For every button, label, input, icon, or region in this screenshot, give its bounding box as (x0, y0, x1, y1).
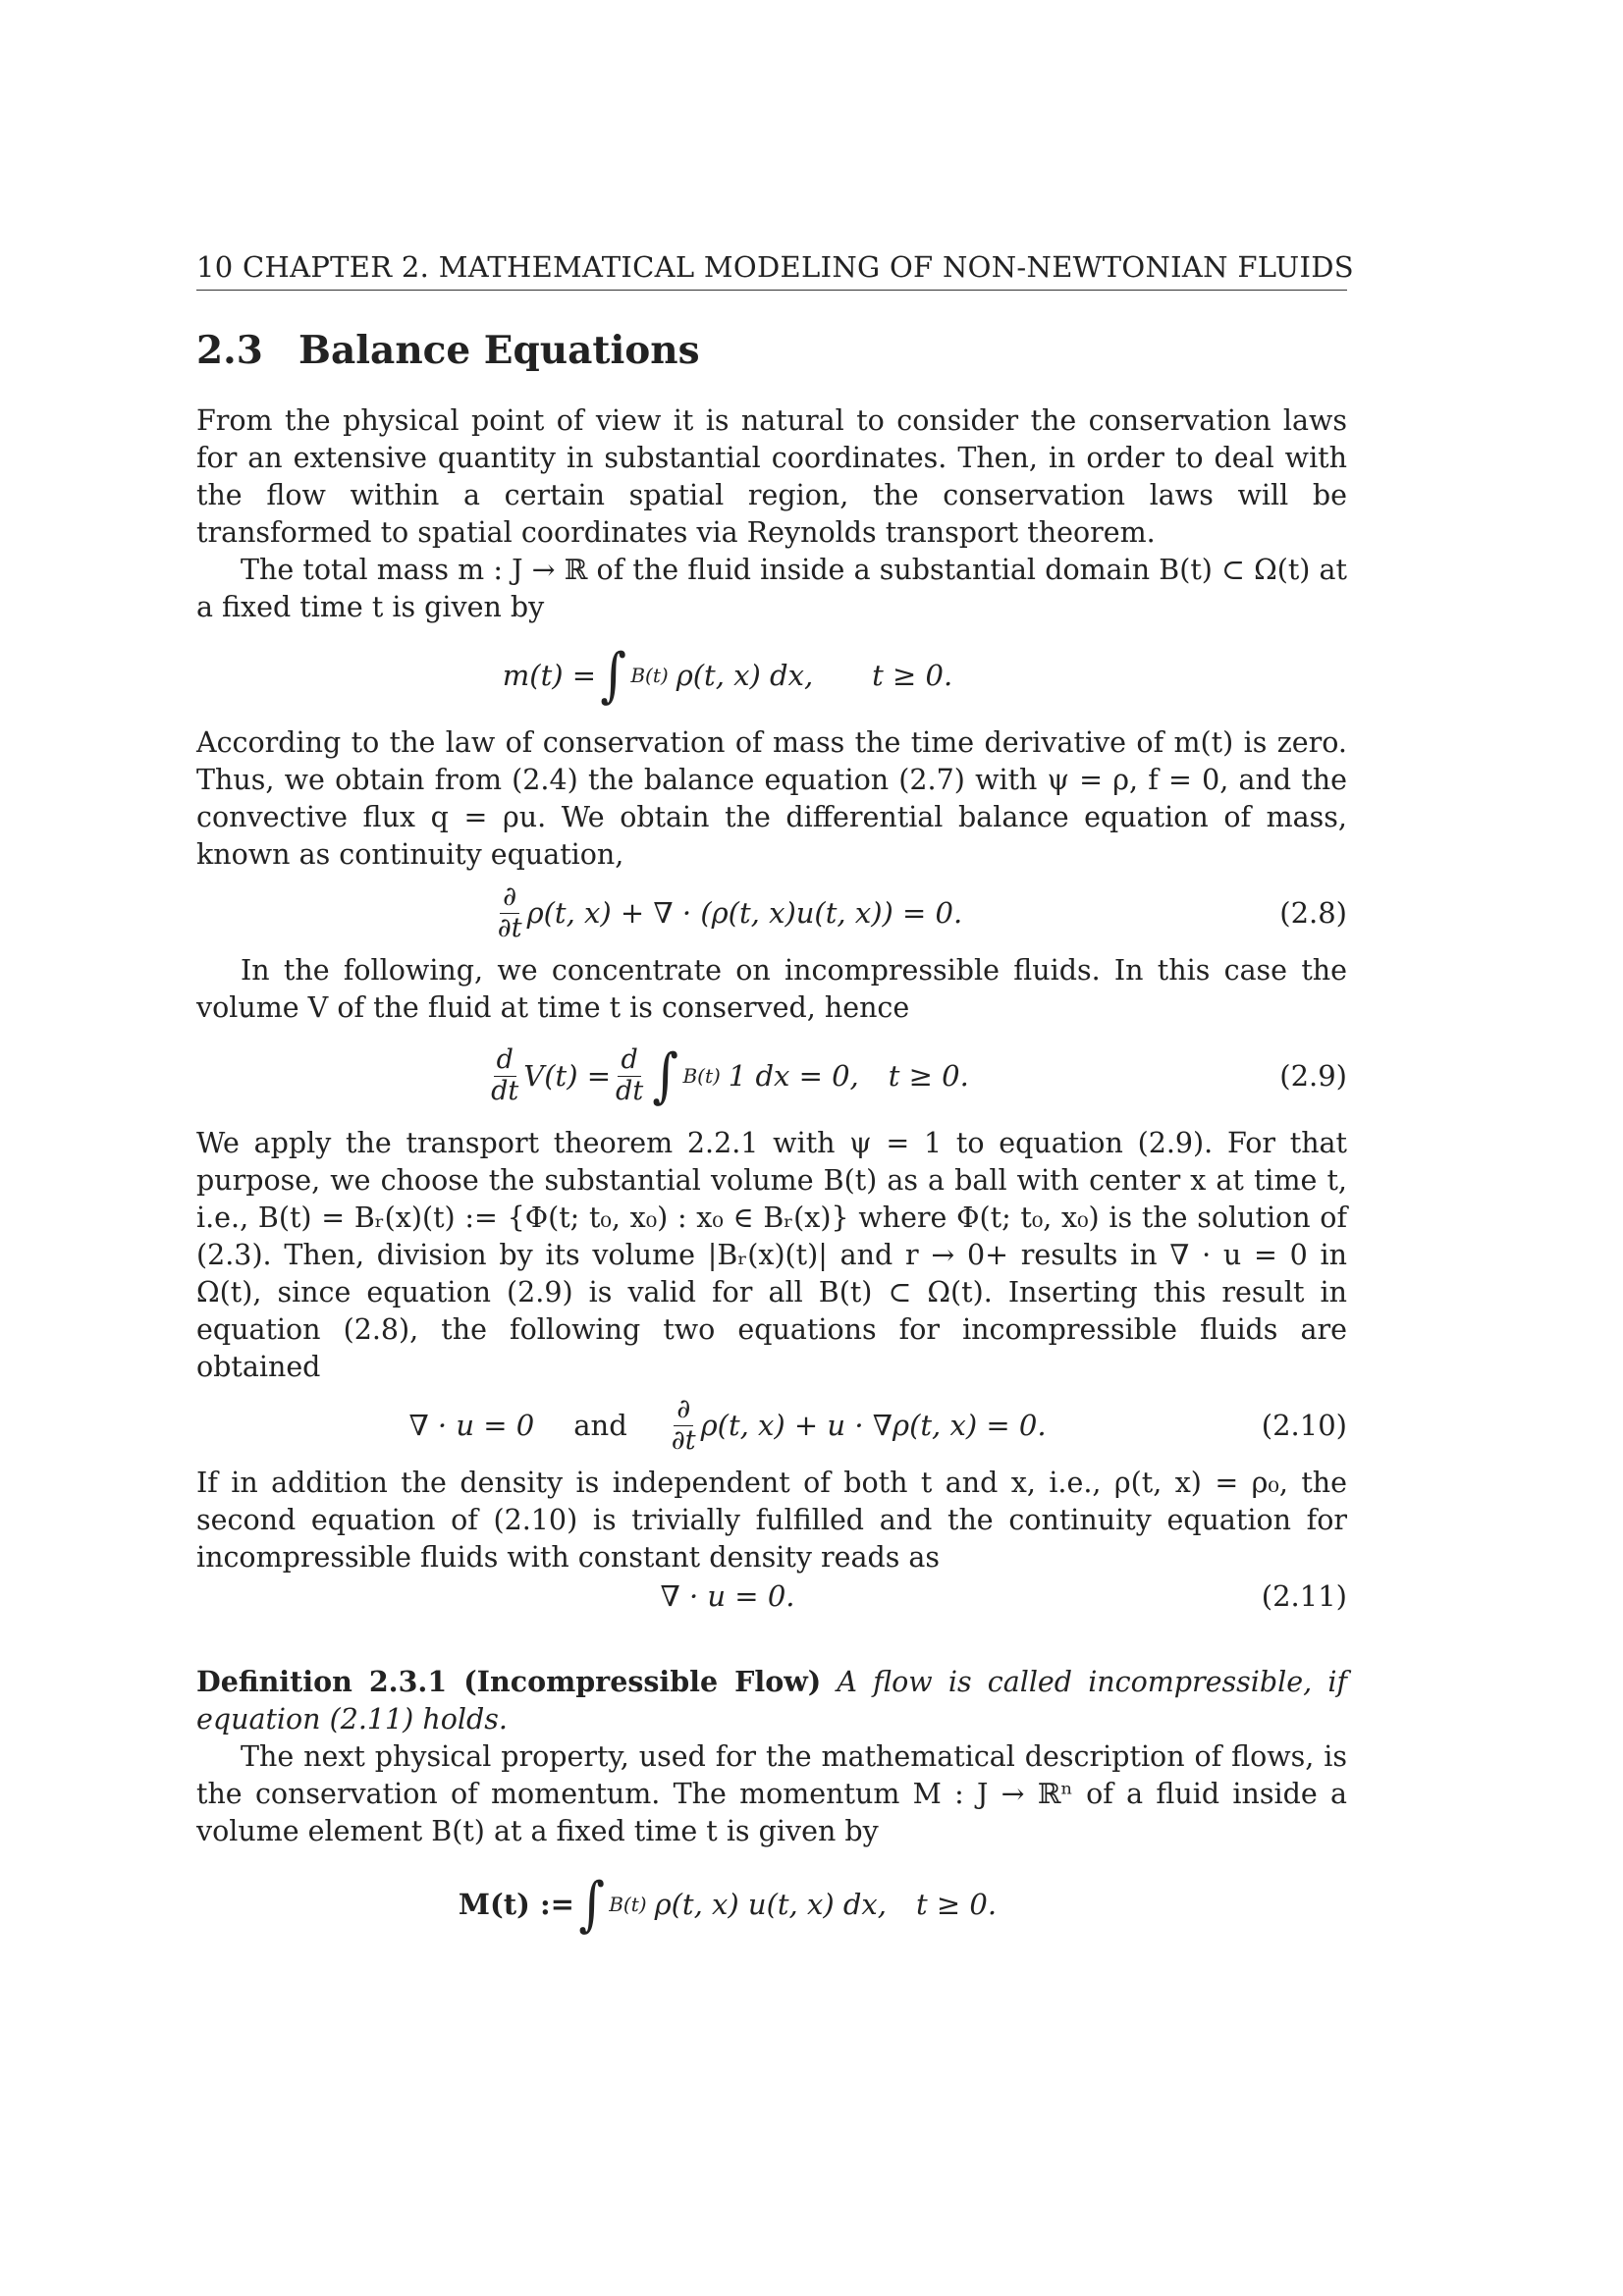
integral-sign: ∫ (652, 1041, 679, 1110)
equation-mass (196, 626, 1347, 724)
section-number: 2.3 (196, 328, 263, 373)
eq-left: ∇ · u = 0 (408, 1409, 535, 1442)
partial-derivative: $\frac{\partial}{\partial t}$ (497, 881, 522, 943)
eq-integrand: ρ(t, x) dx, (676, 659, 814, 692)
integral-domain: B(t) (630, 664, 669, 687)
paragraph: We apply the transport theorem 2.2.1 with ψ = 1 to equation (2.9). For that purpose, we choose the substantial volume B(t) as a ball with center x at time t, i.e., B(t) = Bᵣ(x)(t) := {Φ(t; t₀, x₀) : x₀ ∈ Bᵣ(x)} where Φ(t; t₀, x₀) is the solution of (2.3). Then, division by its volume |Bᵣ(x)(t)| and r → 0+ results in ∇ · u = 0 in Ω(t), since equation (2.9) is valid for all B(t) ⊂ Ω(t). Inserting this result in equation (2.8), the following two equations for incompressible fluids are obtained (196, 1127, 1347, 1383)
equation-number: (2.10) (1261, 1409, 1347, 1442)
equation-2-11 (196, 1576, 1347, 1616)
integral-domain: B(t) (609, 1893, 647, 1916)
equation-2-10 (196, 1386, 1347, 1465)
equation-number: (2.11) (1261, 1579, 1347, 1613)
integral-domain: B(t) (682, 1064, 721, 1088)
section-title: Balance Equations (298, 328, 700, 373)
eq-rhs: ρ(t, x) + u · ∇ρ(t, x) = 0. (700, 1409, 1047, 1442)
eq-body: ∇ · u = 0. (660, 1579, 795, 1613)
eq-integrand: ρ(t, x) u(t, x) dx, (654, 1888, 888, 1921)
eq-lhs: M(t) := (458, 1888, 574, 1921)
paragraph: According to the law of conservation of mass the time derivative of m(t) is zero. Thus, we obtain from (2.4) the balance equation (2.7) with ψ = ρ, f = 0, and the convective flux q = ρu. We obtain the differential balance equation of mass, known as continuity equation, (196, 726, 1347, 871)
integral-sign: ∫ (600, 641, 626, 710)
equation-number: (2.8) (1279, 896, 1347, 930)
eq-mid: V(t) = (523, 1059, 612, 1093)
equation-number: (2.9) (1279, 1059, 1347, 1093)
section-heading (196, 328, 1347, 373)
derivative: $\frac{d}{dt}$ (616, 1044, 644, 1106)
equation-momentum (196, 1850, 1347, 1958)
eq-and: and (573, 1409, 627, 1442)
definition-title: Definition 2.3.1 (Incompressible Flow) (196, 1665, 822, 1698)
running-head: 10 CHAPTER 2. MATHEMATICAL MODELING OF NON-NEWTONIAN FLUIDS (196, 250, 1347, 291)
partial-derivative: $\frac{\partial}{\partial t}$ (671, 1394, 696, 1456)
paragraph: The next physical property, used for the mathematical description of flows, is the conservation of momentum. The momentum M : J → ℝⁿ of a fluid inside a volume element B(t) at a fixed time t is given by (196, 1740, 1347, 1847)
eq-condition: t ≥ 0. (872, 659, 953, 692)
eq-condition: t ≥ 0. (916, 1888, 998, 1921)
page-content (196, 250, 1354, 1958)
eq-rhs: ρ(t, x) + ∇ · (ρ(t, x)u(t, x)) = 0. (526, 896, 963, 930)
definition (196, 1663, 1347, 1738)
derivative: $\frac{d}{dt}$ (491, 1044, 519, 1106)
paragraph: In the following, we concentrate on incompressible fluids. In this case the volume V of the fluid at time t is conserved, hence (196, 954, 1347, 1024)
integral-sign: ∫ (578, 1870, 605, 1939)
paragraph: From the physical point of view it is natural to consider the conservation laws for an extensive quantity in substantial coordinates. Then, in order to deal with the flow within a certain spatial region, the conservation laws will be transformed to spatial coordinates via Reynolds transport theorem. (196, 404, 1347, 549)
eq-rhs: 1 dx = 0, (728, 1059, 859, 1093)
paragraph: If in addition the density is independent of both t and x, i.e., ρ(t, x) = ρ₀, the second equation of (2.10) is trivially fulfilled and the continuity equation for incompressible fluids with constant density reads as (196, 1467, 1347, 1574)
paragraph: The total mass m : J → ℝ of the fluid inside a substantial domain B(t) ⊂ Ω(t) at a fixed time t is given by (196, 554, 1347, 623)
equation-2-9 (196, 1027, 1347, 1125)
eq-lhs: m(t) = (502, 659, 597, 692)
equation-2-8 (196, 874, 1347, 952)
definition-body: A flow is called incompressible, if equation (2.11) holds. (196, 1666, 1348, 1735)
eq-condition: t ≥ 0. (888, 1059, 969, 1093)
